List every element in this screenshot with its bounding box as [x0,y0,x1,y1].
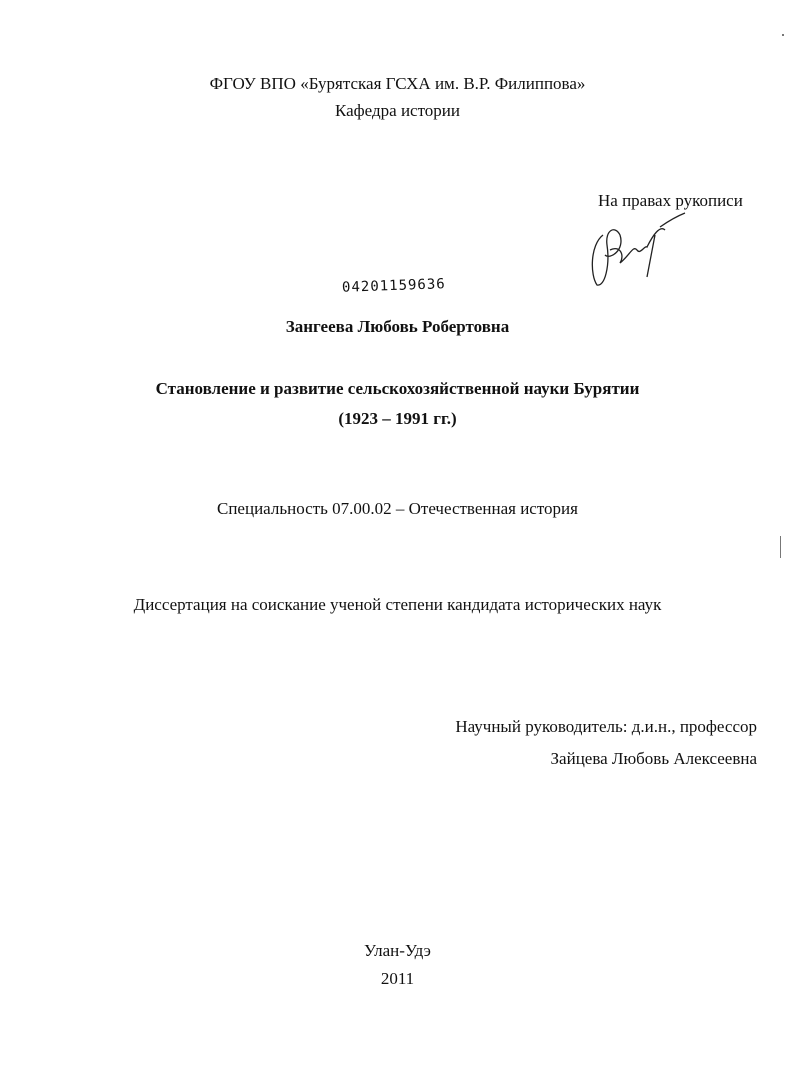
scan-artifact [782,34,784,36]
specialty: Специальность 07.00.02 – Отечественная история [217,499,578,518]
dissertation-title: Становление и развитие сельскохозяйственной науки Бурятии [155,379,640,398]
city: Улан-Удэ [364,941,431,960]
institution-name: ФГОУ ВПО «Бурятская ГСХА им. В.Р. Филиппова» [209,74,586,93]
supervisor-role: Научный руководитель: д.и.н., профессор [455,717,757,736]
dissertation-years: (1923 – 1991 гг.) [338,409,457,428]
year: 2011 [380,969,415,988]
author-name: Зангеева Любовь Робертовна [285,317,510,336]
scan-artifact [780,536,781,558]
department-name: Кафедра истории [335,101,460,120]
registration-number: 04201159636 [341,276,446,296]
supervisor-name: Зайцева Любовь Алексеевна [550,749,757,768]
degree-statement: Диссертация на соискание ученой степени кандидата исторических наук [133,595,662,614]
signature-icon [585,205,695,290]
manuscript-note: На правах рукописи [598,191,743,210]
